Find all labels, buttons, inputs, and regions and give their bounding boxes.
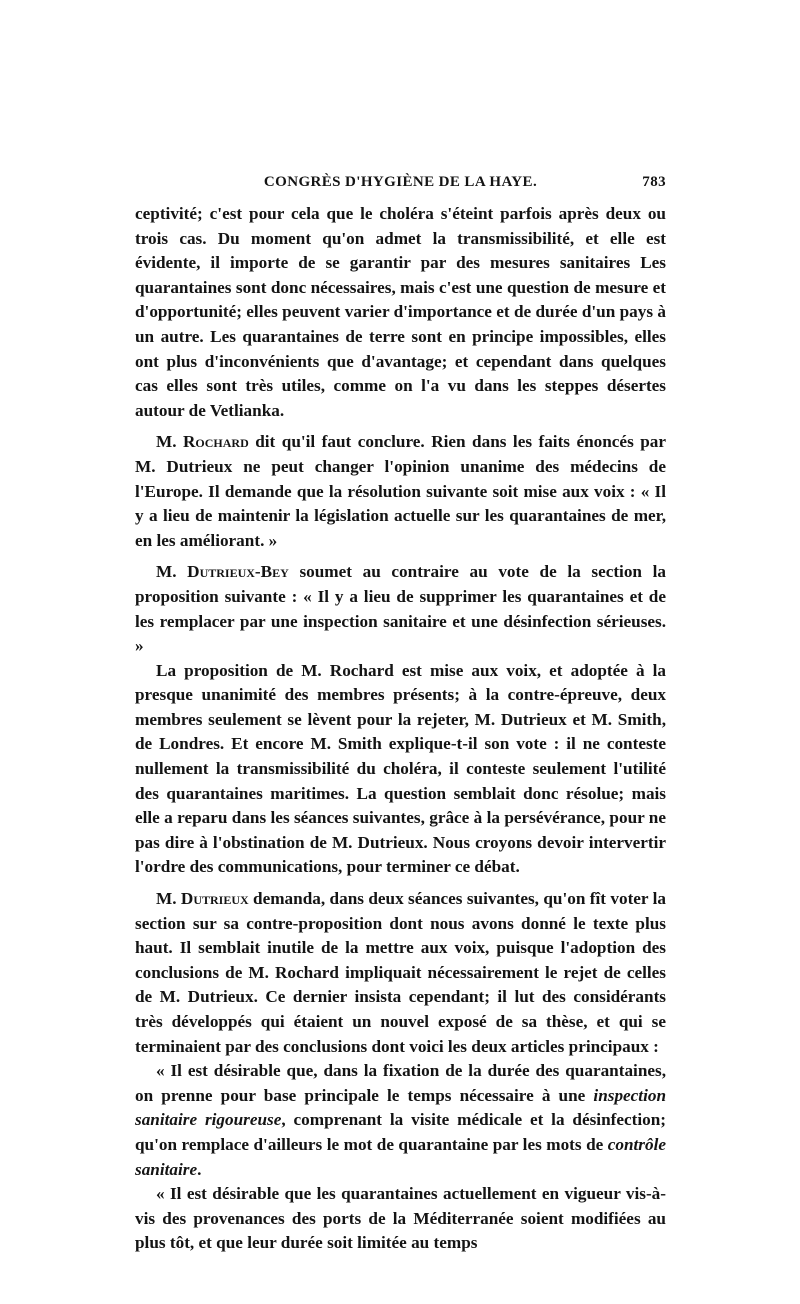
paragraph-vote-result: La proposition de M. Rochard est mise aux voix, et adoptée à la presque unanimité des membres présents; à la contre-épreuve, deux membres seulement se lèvent pour la rejeter, M. Dutrieux et M. Smith, de Londres. Et encore M. Smith explique-t-il son vote : il ne conteste nullement la transmissibilité du choléra, il conteste seulement l'utilité des quarantaines maritimes. La question semblait donc résolue; mais elle a reparu dans les séances suivantes, grâce à la persévérance, pour ne pas dire à l'obstination de M. Dutrieux. Nous croyons devoir intervertir l'ordre des communications, pour terminer ce débat.	[135, 660, 666, 877]
paragraph-dutrieux-proposal	[135, 560, 666, 658]
running-header	[135, 166, 666, 202]
quote-text: , comprenant la visite médicale et la désinfection; qu'on remplace d'ailleurs le mot de quarantaine par les mots de	[135, 1110, 666, 1154]
quote-text: « Il est désirable que, dans la fixation de la durée des quarantaines, on prenne pour base principale le temps nécessaire à une	[135, 1061, 666, 1105]
paragraph-text: dit qu'il faut conclure. Rien dans les faits énoncés par M. Dutrieux ne peut changer l'opinion unanime des médecins de l'Europe. Il demande que la résolution suivante soit mise aux voix : « Il y a lieu de maintenir la législation actuelle sur les quarantaines de mer, en les améliorant. »	[135, 432, 667, 550]
paragraph-dutrieux-counter	[135, 887, 666, 1059]
book-page	[135, 166, 666, 1256]
paragraph-ceptivite: ceptivité; c'est pour cela que le choléra s'éteint parfois après deux ou trois cas. Du moment qu'on admet la transmissibilité, et elle est évidente, il importe de se garantir par des mesures sanitaires Les quarantaines sont donc nécessaires, mais c'est une question de mesure et d'opportunité; elles peuvent varier d'importance et de durée d'un pays à un autre. Les quarantaines de terre sont en principe impossibles, elles ont plus d'inconvénients que d'avantage; et cependant dans quelques cas elles sont très utiles, comme on l'a vu dans les steppes désertes autour de Vetlianka.	[135, 204, 666, 420]
speaker-name: M. Dutrieux	[156, 889, 249, 909]
paragraph-article-two: « Il est désirable que les quarantaines actuellement en vigueur vis-à-vis des provenances des ports de la Méditerranée soient modifiées au plus tôt, et que leur durée soit limitée au temps	[135, 1184, 666, 1253]
page-number: 783	[642, 174, 666, 190]
running-title: CONGRÈS D'HYGIÈNE DE LA HAYE.	[263, 174, 538, 190]
paragraph-rochard-motion	[135, 430, 666, 553]
quote-text: .	[197, 1159, 202, 1179]
body-text	[135, 202, 666, 1256]
speaker-name: M. Dutrieux-Bey	[156, 562, 289, 582]
speaker-name: M. Rochard	[156, 432, 249, 452]
paragraph-article-one	[135, 1059, 666, 1182]
paragraph-text: soumet au contraire au vote de la section la proposition suivante : « Il y a lieu de supprimer les quarantaines et de les remplacer par une inspection sanitaire et une désinfection sérieuses. »	[135, 562, 667, 656]
italic-phrase: contrôle sanitaire	[135, 1134, 666, 1179]
italic-phrase: inspection sanitaire rigoureuse	[135, 1085, 666, 1130]
paragraph-text: demanda, dans deux séances suivantes, qu'on fît voter la section sur sa contre-proposition dont nous avons donné le texte plus haut. Il semblait inutile de la mettre aux voix, puisque l'adoption des conclusions de M. Rochard impliquait nécessairement le rejet de celles de M. Dutrieux. Ce dernier insista cependant; il lut des considérants très développés qui étaient un nouvel exposé de sa thèse, et qui se terminaient par des conclusions dont voici les deux articles principaux :	[135, 889, 666, 1056]
